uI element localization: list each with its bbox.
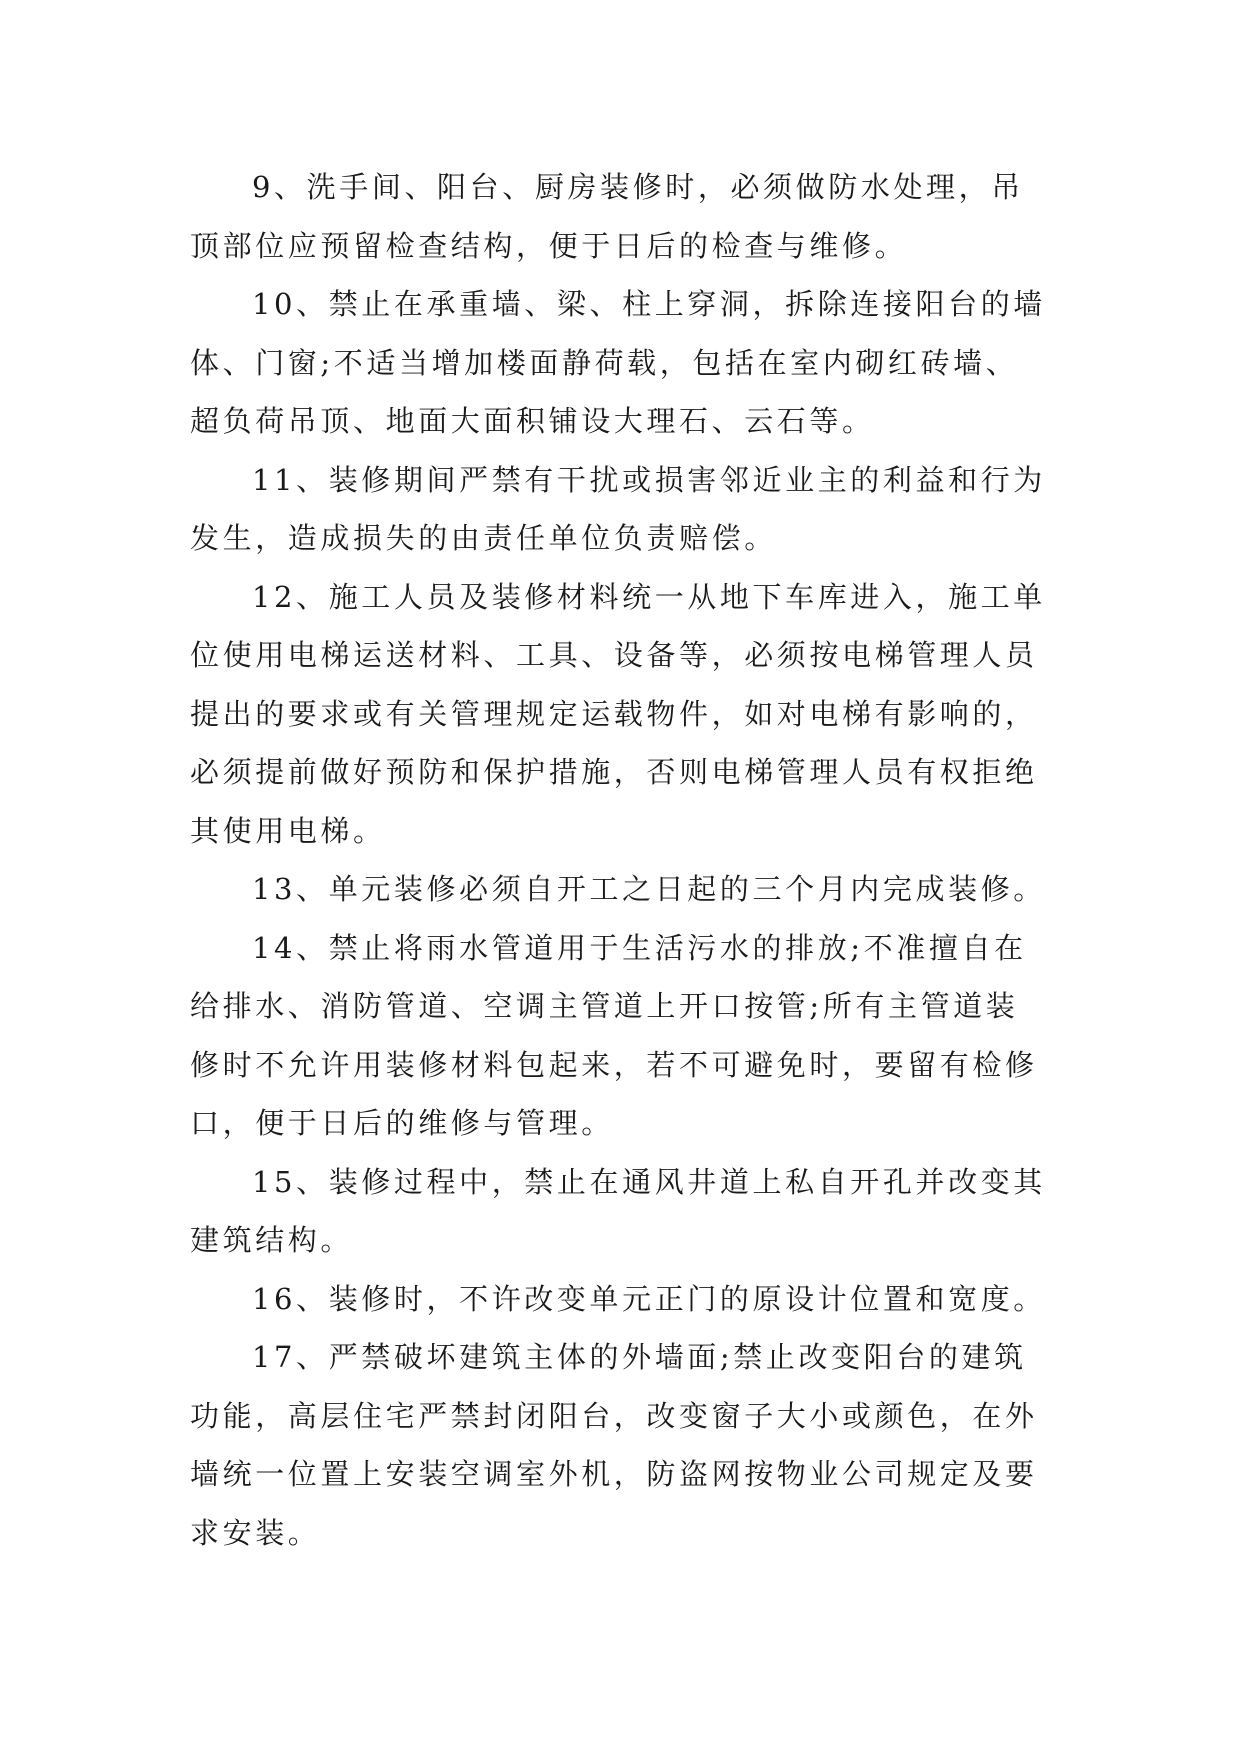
paragraph-9-line-1: 9、洗手间、阳台、厨房装修时，必须做防水处理，吊 xyxy=(252,170,1024,204)
paragraph-14-line-3: 修时不允许用装修材料包起来，若不可避免时，要留有检修 xyxy=(190,1047,1038,1082)
paragraph-11-line-2: 发生，造成损失的由责任单位负责赔偿。 xyxy=(190,521,777,555)
paragraph-15-line-1: 15、装修过程中，禁止在通风井道上私自开孔并改变其 xyxy=(252,1164,1046,1199)
paragraph-12-line-3: 提出的要求或有关管理规定运载物件，如对电梯有影响的， xyxy=(190,696,1038,731)
paragraph-17-line-4: 求安装。 xyxy=(190,1515,321,1550)
paragraph-10-line-2: 体、门窗;不适当增加楼面静荷载，包括在室内砌红砖墙、 xyxy=(190,345,1019,380)
paragraph-9-line-2: 顶部位应预留检查结构，便于日后的检查与维修。 xyxy=(190,228,908,263)
paragraph-12-line-5: 其使用电梯。 xyxy=(190,813,386,848)
paragraph-11-line-1: 11、装修期间严禁有干扰或损害邻近业主的利益和行为 xyxy=(252,462,1046,497)
paragraph-17-line-3: 墙统一位置上安装空调室外机，防盗网按物业公司规定及要 xyxy=(190,1457,1038,1491)
paragraph-15-line-2: 建筑结构。 xyxy=(190,1223,354,1257)
paragraph-10-line-1: 10、禁止在承重墙、梁、柱上穿洞，拆除连接阳台的墙 xyxy=(252,287,1046,321)
paragraph-12-line-1: 12、施工人员及装修材料统一从地下车库进入，施工单 xyxy=(252,579,1046,614)
paragraph-16-line-1: 16、装修时，不许改变单元正门的原设计位置和宽度。 xyxy=(252,1281,1046,1316)
paragraph-14-line-1: 14、禁止将雨水管道用于生活污水的排放;不准擅自在 xyxy=(252,930,1027,965)
paragraph-13-line-1: 13、单元装修必须自开工之日起的三个月内完成装修。 xyxy=(252,872,1046,906)
paragraph-12-line-2: 位使用电梯运送材料、工具、设备等，必须按电梯管理人员 xyxy=(190,638,1038,672)
document-body xyxy=(190,158,1060,1562)
paragraph-17-line-1: 17、严禁破坏建筑主体的外墙面;禁止改变阳台的建筑 xyxy=(252,1340,1027,1374)
paragraph-10-line-3: 超负荷吊顶、地面大面积铺设大理石、云石等。 xyxy=(190,404,875,438)
paragraph-17-line-2: 功能，高层住宅严禁封闭阳台，改变窗子大小或颜色，在外 xyxy=(190,1398,1038,1433)
paragraph-14-line-2: 给排水、消防管道、空调主管道上开口按管;所有主管道装 xyxy=(190,989,1019,1023)
paragraph-12-line-4: 必须提前做好预防和保护措施，否则电梯管理人员有权拒绝 xyxy=(190,755,1038,789)
paragraph-14-line-4: 口，便于日后的维修与管理。 xyxy=(190,1106,614,1140)
